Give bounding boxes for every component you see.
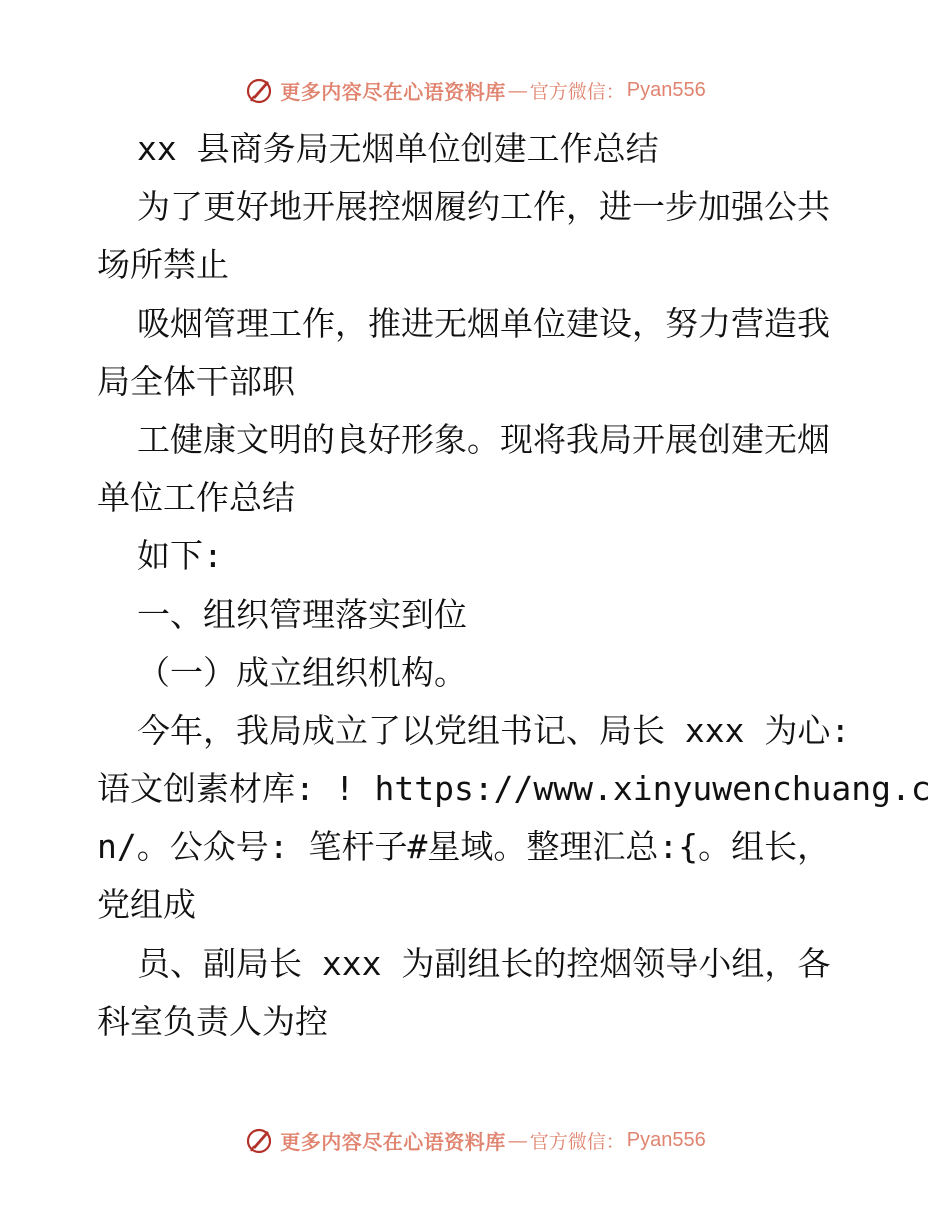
paragraph-line: 科室负责人为控 bbox=[97, 1001, 328, 1041]
feather-pen-circle-icon bbox=[244, 75, 274, 105]
banner-dash: — bbox=[507, 1128, 528, 1152]
paragraph-line: 如下: bbox=[137, 536, 223, 576]
paragraph-line: 党组成 bbox=[97, 885, 196, 925]
section-heading: 一、组织管理落实到位 bbox=[137, 594, 467, 634]
subsection-heading: （一）成立组织机构。 bbox=[137, 652, 467, 692]
document-body bbox=[97, 120, 931, 1051]
paragraph-line: 工健康文明的良好形象。现将我局开展创建无烟 bbox=[137, 419, 830, 459]
paragraph-line: 局全体干部职 bbox=[97, 361, 295, 401]
paragraph-line: 为了更好地开展控烟履约工作，进一步加强公共 bbox=[137, 187, 830, 227]
banner-slogan: 更多内容尽在心语资料库 bbox=[280, 79, 506, 104]
paragraph-line: 今年，我局成立了以党组书记、局长 xxx 为心: bbox=[137, 710, 851, 750]
document-title: xx 县商务局无烟单位创建工作总结 bbox=[137, 129, 659, 168]
banner-dash: — bbox=[507, 78, 528, 102]
banner-wechat-id: Pyan556 bbox=[626, 78, 706, 101]
banner-wechat-id: Pyan556 bbox=[626, 1128, 706, 1151]
banner-wechat-label: 官方微信： bbox=[529, 1130, 625, 1153]
paragraph-line: 场所禁止 bbox=[97, 245, 229, 285]
footer-watermark-banner bbox=[0, 1120, 950, 1160]
paragraph-line: n/。公众号: 笔杆子#星域。整理汇总:{。组长， bbox=[97, 827, 831, 867]
banner-slogan: 更多内容尽在心语资料库 bbox=[280, 1129, 506, 1154]
banner-wechat-label: 官方微信： bbox=[529, 80, 625, 103]
paragraph-line: 吸烟管理工作，推进无烟单位建设，努力营造我 bbox=[137, 303, 830, 343]
paragraph-line: 员、副局长 xxx 为副组长的控烟领导小组，各 bbox=[137, 943, 831, 983]
header-watermark-banner bbox=[0, 70, 950, 110]
paragraph-line: 单位工作总结 bbox=[97, 478, 295, 518]
feather-pen-circle-icon bbox=[244, 1125, 274, 1155]
paragraph-line: 语文创素材库: ! https://www.xinyuwenchuang.c bbox=[97, 769, 931, 809]
